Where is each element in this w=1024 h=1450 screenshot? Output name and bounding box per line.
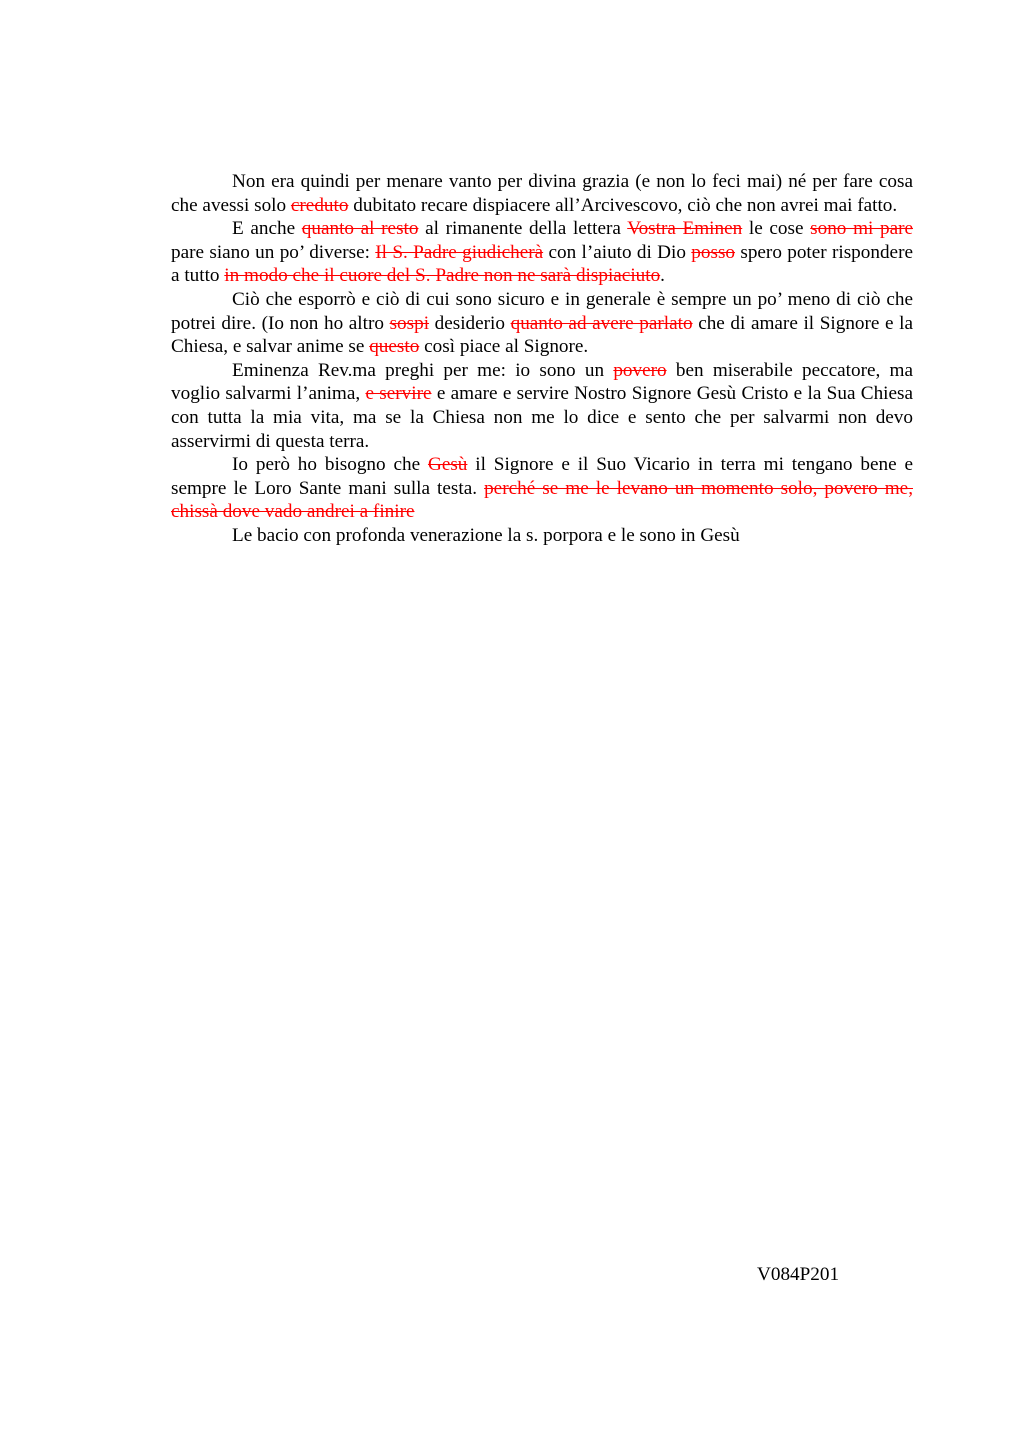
body-text: e amare e servire Nostro Signore Gesù Cristo e la Sua Chiesa con tutta la mia vita, ma se la Chiesa non me lo dice e sento che per salvarmi non devo asservirmi di questa terra. <box>171 383 913 452</box>
deleted-text: Vostra Eminen <box>627 218 743 240</box>
body-text: Io però ho bisogno che <box>232 454 428 476</box>
deleted-text: perché se me le levano un momento solo, povero me, chissà dove vado andrei a finire <box>171 477 913 523</box>
letter-paragraph <box>171 524 913 548</box>
deleted-text: e servire <box>365 383 432 405</box>
letter-paragraph <box>171 359 913 453</box>
body-text: che di amare il Signore e la Chiesa, e salvar anime se <box>171 312 913 358</box>
body-text: Eminenza Rev.ma preghi per me: io sono un <box>232 359 614 381</box>
body-text: le cose <box>742 218 811 240</box>
body-text: spero poter rispondere a tutto <box>171 241 913 287</box>
body-text: il Signore e il Suo Vicario in terra mi tengano bene e sempre le Loro Sante mani sulla testa. <box>171 454 913 499</box>
body-text: desiderio <box>429 312 511 334</box>
body-text: . <box>660 265 665 287</box>
body-text: Non era quindi per menare vanto per divina grazia (e non lo feci mai) né per fare cosa che avessi solo <box>171 171 913 216</box>
deleted-text: quanto al resto <box>301 218 419 240</box>
letter-paragraph <box>171 170 913 217</box>
deleted-text: posso <box>691 241 736 263</box>
deleted-text: povero <box>613 359 667 381</box>
deleted-text: sono mi pare <box>810 218 913 240</box>
body-text: dubitato recare dispiacere all’Arcivescovo, ciò che non avrei mai fatto. <box>348 194 898 216</box>
letter-body <box>171 170 913 548</box>
deleted-text: in modo che il cuore del S. Padre non ne sarà dispiaciuto <box>224 265 661 287</box>
body-text: ben miserabile peccatore, ma voglio salvarmi l’anima, <box>171 359 913 405</box>
deleted-text: questo <box>369 336 420 358</box>
body-text: al rimanente della lettera <box>418 218 628 240</box>
deleted-text: quanto ad avere parlato <box>510 312 693 334</box>
body-text: E anche <box>232 218 302 240</box>
body-text: così piace al Signore. <box>419 336 589 358</box>
letter-paragraph <box>171 217 913 288</box>
deleted-text: sospi <box>389 312 430 334</box>
body-text: Le bacio con profonda venerazione la s. porpora e le sono in Gesù <box>232 524 740 546</box>
deleted-text: Il S. Padre giudicherà <box>375 241 544 263</box>
body-text: pare siano un po’ diverse: <box>171 241 376 263</box>
body-text: Ciò che esporrò e ciò di cui sono sicuro e in generale è sempre un po’ meno di ciò che potrei dire. (Io non ho altro <box>171 288 913 334</box>
body-text: con l’aiuto di Dio <box>543 241 692 263</box>
deleted-text: Gesù <box>427 454 468 476</box>
letter-paragraph <box>171 288 913 359</box>
letter-paragraph <box>171 453 913 524</box>
deleted-text: creduto <box>290 194 349 216</box>
page-code: V084P201 <box>757 1264 840 1285</box>
